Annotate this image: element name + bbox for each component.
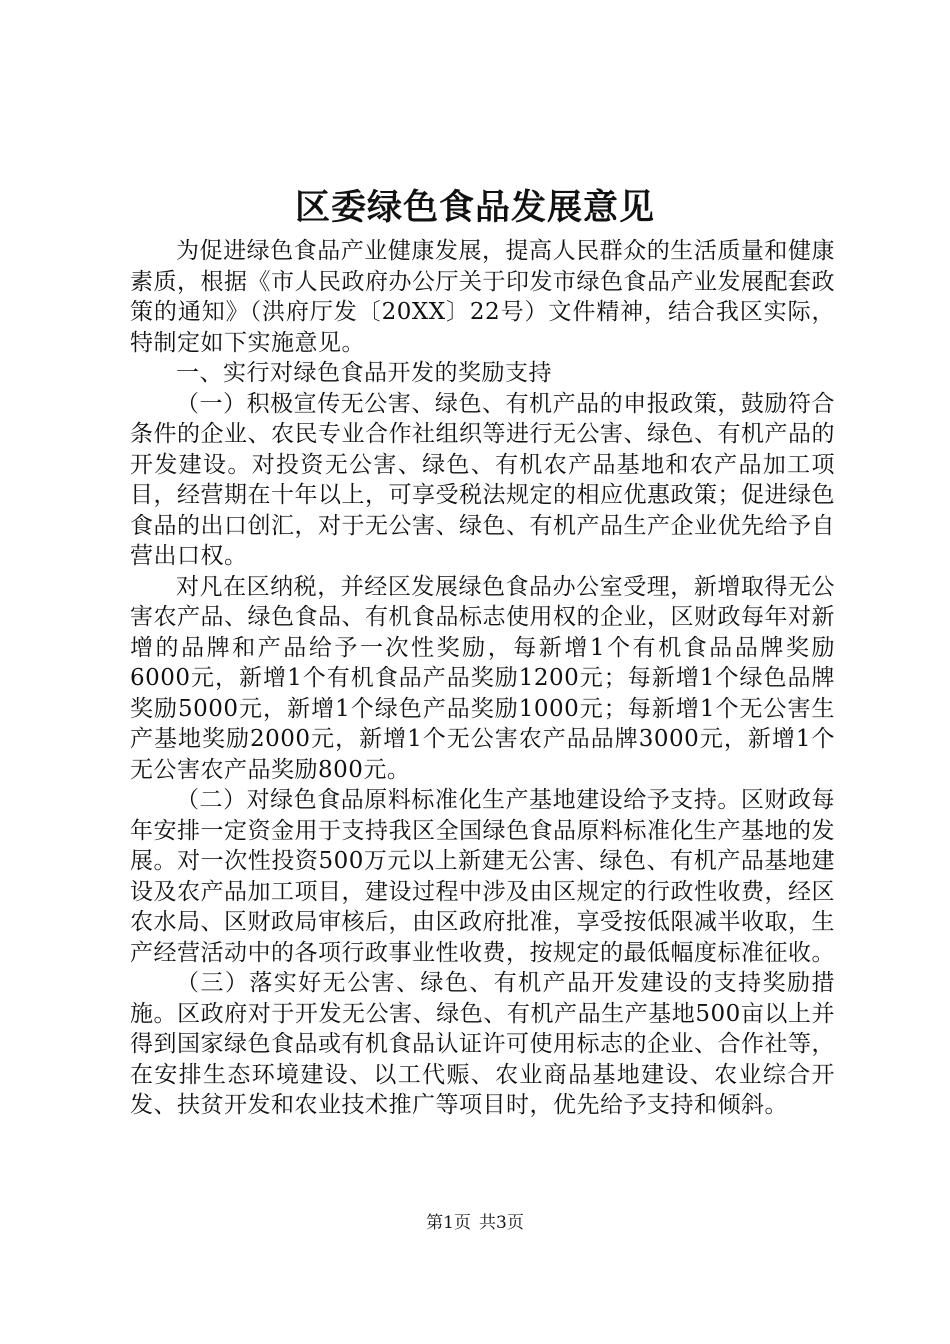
- document-body: [130, 236, 835, 1121]
- page-footer: [0, 1211, 950, 1235]
- paragraph-item-1: （一）积极宣传无公害、绿色、有机产品的申报政策，鼓励符合条件的企业、农民专业合作社组织等进行无公害、绿色、有机产品的开发建设。对投资无公害、绿色、有机农产品基地和农产品加工项目，经营期在十年以上，可享受税法规定的相应优惠政策；促进绿色食品的出口创汇，对于无公害、绿色、有机产品生产企业优先给予自营出口权。: [130, 390, 835, 569]
- section-heading-1: 一、实行对绿色食品开发的奖励支持: [176, 360, 552, 386]
- document-title: 区委绿色食品发展意见: [294, 187, 655, 228]
- paragraph-rewards: 对凡在区纳税，并经区发展绿色食品办公室受理，新增取得无公害农产品、绿色食品、有机食品标志使用权的企业，区财政每年对新增的品牌和产品给予一次性奖励，每新增1个有机食品品牌奖励6000元，新增1个有机食品产品奖励1200元；每新增1个绿色品牌奖励5000元，新增1个绿色产品奖励1000元；每新增1个无公害生产基地奖励2000元，新增1个无公害农产品品牌3000元，新增1个无公害农产品奖励800元。: [130, 573, 835, 783]
- page-number: 第1页: [426, 1213, 471, 1233]
- page-total: 共3页: [479, 1213, 524, 1233]
- paragraph-item-3: （三）落实好无公害、绿色、有机产品开发建设的支持奖励措施。区政府对于开发无公害、绿色、有机产品生产基地500亩以上并得到国家绿色食品或有机食品认证许可使用标志的企业、合作社等，在安排生态环境建设、以工代赈、农业商品基地建设、农业综合开发、扶贫开发和农业技术推广等项目时，优先给予支持和倾斜。: [130, 970, 835, 1118]
- paragraph-item-2: （二）对绿色食品原料标准化生产基地建设给予支持。区财政每年安排一定资金用于支持我区全国绿色食品原料标准化生产基地的发展。对一次性投资500万元以上新建无公害、绿色、有机产品基地建设及农产品加工项目，建设过程中涉及由区规定的行政性收费，经区农水局、区财政局审核后，由区政府批准，享受按低限减半收取，生产经营活动中的各项行政事业性收费，按规定的最低幅度标准征收。: [130, 787, 835, 966]
- paragraph-intro: 为促进绿色食品产业健康发展，提高人民群众的生活质量和健康素质，根据《市人民政府办公厅关于印发市绿色食品产业发展配套政策的通知》（洪府厅发〔20XX〕22号）文件精神，结合我区实际，特制定如下实施意见。: [130, 238, 835, 356]
